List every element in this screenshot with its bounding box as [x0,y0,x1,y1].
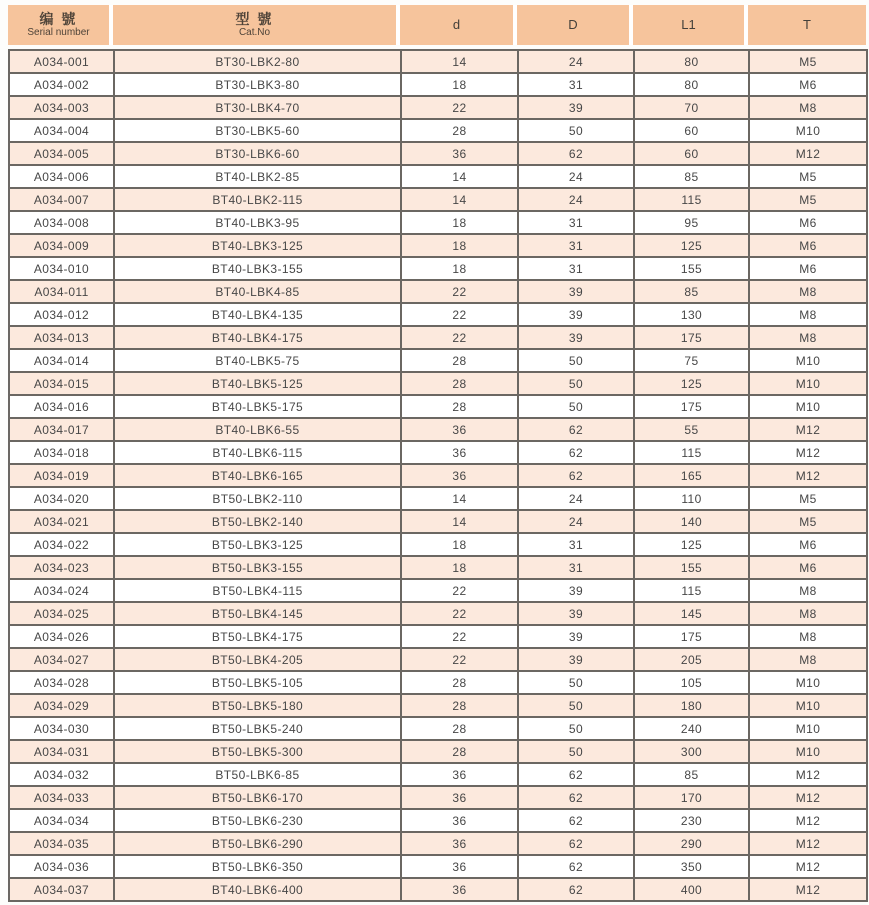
table-cell: M10 [749,740,867,763]
table-cell: 130 [634,303,749,326]
table-row [9,349,867,372]
table-cell: 125 [634,372,749,395]
table-cell: BT50-LBK5-300 [114,740,401,763]
table-cell: 50 [518,717,634,740]
table-cell: 39 [518,579,634,602]
table-row [9,832,867,855]
table-cell: 75 [634,349,749,372]
table-row [9,96,867,119]
table-cell: 39 [518,625,634,648]
table-cell: M12 [749,832,867,855]
table-cell: 22 [401,579,518,602]
table-cell: M10 [749,349,867,372]
table-cell: M8 [749,96,867,119]
table-cell: A034-017 [9,418,114,441]
table-cell: M12 [749,763,867,786]
table-cell: 36 [401,464,518,487]
table-cell: 62 [518,832,634,855]
table-cell: BT50-LBK5-180 [114,694,401,717]
table-cell: 50 [518,119,634,142]
table-cell: 50 [518,349,634,372]
table-cell: 18 [401,556,518,579]
table-cell: 110 [634,487,749,510]
table-cell: 39 [518,326,634,349]
table-cell: 165 [634,464,749,487]
table-cell: BT30-LBK6-60 [114,142,401,165]
table-cell: 22 [401,625,518,648]
table-cell: 22 [401,648,518,671]
table-row [9,809,867,832]
table-row [9,694,867,717]
table-cell: 36 [401,855,518,878]
spec-table [8,49,868,902]
table-cell: A034-014 [9,349,114,372]
table-cell: A034-027 [9,648,114,671]
table-row [9,556,867,579]
table-cell: A034-037 [9,878,114,901]
table-cell: 28 [401,694,518,717]
table-cell: BT50-LBK6-85 [114,763,401,786]
table-cell: M5 [749,510,867,533]
table-cell: A034-019 [9,464,114,487]
table-cell: BT30-LBK3-80 [114,73,401,96]
table-cell: 400 [634,878,749,901]
table-row [9,280,867,303]
table-cell: 62 [518,418,634,441]
table-cell: M12 [749,441,867,464]
table-cell: 39 [518,303,634,326]
serial-header-zh: 编 號 [39,11,78,27]
table-cell: M6 [749,556,867,579]
table-cell: M10 [749,395,867,418]
table-cell: 14 [401,165,518,188]
table-row [9,326,867,349]
table-cell: 39 [518,602,634,625]
table-row [9,257,867,280]
table-cell: A034-028 [9,671,114,694]
table-cell: 230 [634,809,749,832]
table-cell: BT40-LBK3-95 [114,211,401,234]
table-cell: 22 [401,602,518,625]
table-cell: M8 [749,602,867,625]
table-cell: 18 [401,211,518,234]
table-cell: BT30-LBK2-80 [114,50,401,73]
table-cell: A034-015 [9,372,114,395]
table-row [9,303,867,326]
table-cell: 50 [518,740,634,763]
table-cell: 50 [518,671,634,694]
table-cell: 36 [401,441,518,464]
table-row [9,717,867,740]
table-cell: M12 [749,142,867,165]
table-cell: BT50-LBK2-140 [114,510,401,533]
table-cell: 24 [518,50,634,73]
table-cell: M5 [749,487,867,510]
table-cell: M8 [749,326,867,349]
table-cell: A034-009 [9,234,114,257]
table-cell: BT40-LBK3-125 [114,234,401,257]
table-cell: M12 [749,809,867,832]
table-cell: BT50-LBK2-110 [114,487,401,510]
table-cell: A034-020 [9,487,114,510]
table-cell: A034-004 [9,119,114,142]
table-cell: 290 [634,832,749,855]
table-cell: BT50-LBK5-240 [114,717,401,740]
table-cell: 18 [401,533,518,556]
table-cell: 28 [401,671,518,694]
table-cell: A034-036 [9,855,114,878]
table-cell: 24 [518,510,634,533]
table-cell: 175 [634,326,749,349]
table-cell: 36 [401,809,518,832]
table-cell: 175 [634,395,749,418]
table-cell: 28 [401,349,518,372]
table-cell: A034-003 [9,96,114,119]
table-cell: 31 [518,257,634,280]
table-cell: 39 [518,648,634,671]
table-cell: A034-032 [9,763,114,786]
table-cell: BT40-LBK2-85 [114,165,401,188]
table-cell: BT50-LBK3-155 [114,556,401,579]
table-cell: M12 [749,878,867,901]
column-header-serial [8,5,113,45]
table-cell: M10 [749,119,867,142]
table-cell: 62 [518,441,634,464]
table-cell: 62 [518,809,634,832]
table-cell: BT40-LBK6-55 [114,418,401,441]
table-cell: 36 [401,832,518,855]
table-cell: BT50-LBK4-145 [114,602,401,625]
table-cell: A034-033 [9,786,114,809]
table-row [9,740,867,763]
table-cell: 36 [401,142,518,165]
table-cell: BT50-LBK6-290 [114,832,401,855]
table-cell: 55 [634,418,749,441]
table-cell: A034-018 [9,441,114,464]
table-cell: BT40-LBK6-400 [114,878,401,901]
table-cell: A034-035 [9,832,114,855]
table-cell: BT40-LBK5-125 [114,372,401,395]
table-row [9,165,867,188]
column-header-L1: L1 [633,5,748,45]
table-cell: 205 [634,648,749,671]
table-cell: 85 [634,165,749,188]
table-cell: 240 [634,717,749,740]
table-row [9,510,867,533]
table-cell: A034-010 [9,257,114,280]
table-cell: BT50-LBK3-125 [114,533,401,556]
table-body [9,50,867,901]
table-cell: A034-031 [9,740,114,763]
column-header-d: d [400,5,517,45]
table-cell: A034-026 [9,625,114,648]
table-cell: 36 [401,878,518,901]
table-cell: M5 [749,188,867,211]
table-cell: 62 [518,142,634,165]
table-cell: 18 [401,257,518,280]
table-cell: 28 [401,395,518,418]
table-row [9,786,867,809]
table-cell: A034-011 [9,280,114,303]
table-cell: 62 [518,855,634,878]
table-cell: BT50-LBK6-350 [114,855,401,878]
table-cell: 36 [401,763,518,786]
table-cell: A034-024 [9,579,114,602]
table-cell: 80 [634,73,749,96]
table-row [9,464,867,487]
table-row [9,234,867,257]
spec-table-header [8,5,866,45]
table-cell: BT40-LBK6-165 [114,464,401,487]
table-cell: M12 [749,418,867,441]
table-row [9,487,867,510]
table-cell: 95 [634,211,749,234]
table-cell: M5 [749,50,867,73]
table-cell: M10 [749,372,867,395]
table-cell: 31 [518,556,634,579]
table-cell: 125 [634,533,749,556]
table-row [9,142,867,165]
table-cell: M6 [749,211,867,234]
table-row [9,395,867,418]
table-cell: BT40-LBK2-115 [114,188,401,211]
table-cell: A034-002 [9,73,114,96]
table-cell: 14 [401,188,518,211]
table-row [9,73,867,96]
table-cell: M6 [749,257,867,280]
table-cell: BT40-LBK4-85 [114,280,401,303]
table-cell: BT50-LBK4-175 [114,625,401,648]
table-cell: 22 [401,96,518,119]
table-row [9,625,867,648]
table-cell: 18 [401,234,518,257]
table-cell: A034-029 [9,694,114,717]
table-cell: BT40-LBK3-155 [114,257,401,280]
table-cell: 175 [634,625,749,648]
table-cell: 18 [401,73,518,96]
table-row [9,579,867,602]
table-cell: 14 [401,487,518,510]
table-cell: BT40-LBK4-135 [114,303,401,326]
table-cell: 115 [634,188,749,211]
table-cell: 22 [401,303,518,326]
table-cell: 24 [518,165,634,188]
table-cell: 28 [401,717,518,740]
table-cell: BT50-LBK4-115 [114,579,401,602]
table-cell: 180 [634,694,749,717]
table-cell: M8 [749,625,867,648]
table-cell: 62 [518,464,634,487]
table-row [9,211,867,234]
table-cell: BT40-LBK5-75 [114,349,401,372]
column-header-model [113,5,400,45]
table-cell: 24 [518,487,634,510]
table-row [9,602,867,625]
table-row [9,441,867,464]
table-cell: 28 [401,372,518,395]
table-cell: 170 [634,786,749,809]
table-row [9,533,867,556]
table-row [9,372,867,395]
table-cell: 50 [518,372,634,395]
table-cell: 28 [401,740,518,763]
table-cell: A034-006 [9,165,114,188]
column-header-T: T [748,5,866,45]
table-cell: 22 [401,326,518,349]
table-cell: A034-022 [9,533,114,556]
table-cell: 62 [518,786,634,809]
table-cell: 145 [634,602,749,625]
table-cell: BT40-LBK6-115 [114,441,401,464]
table-cell: 31 [518,533,634,556]
table-cell: 155 [634,257,749,280]
table-cell: 85 [634,763,749,786]
table-cell: M5 [749,165,867,188]
table-cell: A034-023 [9,556,114,579]
column-header-D: D [517,5,633,45]
table-cell: M8 [749,303,867,326]
table-cell: 140 [634,510,749,533]
table-cell: 105 [634,671,749,694]
table-cell: 22 [401,280,518,303]
serial-header-en: Serial number [27,27,90,38]
table-cell: M6 [749,73,867,96]
table-cell: A034-013 [9,326,114,349]
table-cell: BT40-LBK5-175 [114,395,401,418]
table-cell: A034-025 [9,602,114,625]
table-cell: BT30-LBK5-60 [114,119,401,142]
table-cell: M6 [749,533,867,556]
table-cell: M12 [749,786,867,809]
table-cell: M8 [749,648,867,671]
model-header-en: Cat.No [238,27,271,38]
table-row [9,671,867,694]
table-cell: M10 [749,717,867,740]
table-cell: 300 [634,740,749,763]
table-cell: 80 [634,50,749,73]
table-row [9,418,867,441]
table-cell: M8 [749,579,867,602]
table-row [9,763,867,786]
table-cell: 125 [634,234,749,257]
table-row [9,648,867,671]
table-cell: M10 [749,671,867,694]
table-cell: BT40-LBK4-175 [114,326,401,349]
table-row [9,188,867,211]
table-cell: 31 [518,211,634,234]
table-cell: 14 [401,50,518,73]
table-cell: 39 [518,96,634,119]
table-row [9,119,867,142]
table-cell: A034-016 [9,395,114,418]
table-cell: BT30-LBK4-70 [114,96,401,119]
table-cell: 24 [518,188,634,211]
table-cell: 28 [401,119,518,142]
table-cell: 60 [634,119,749,142]
table-cell: 39 [518,280,634,303]
table-cell: A034-030 [9,717,114,740]
table-cell: 62 [518,878,634,901]
table-cell: 85 [634,280,749,303]
table-cell: 31 [518,73,634,96]
table-cell: 62 [518,763,634,786]
table-cell: 115 [634,441,749,464]
table-cell: 50 [518,694,634,717]
table-cell: M6 [749,234,867,257]
table-cell: 36 [401,418,518,441]
table-cell: BT50-LBK5-105 [114,671,401,694]
table-cell: 350 [634,855,749,878]
table-cell: 14 [401,510,518,533]
header-row [8,5,866,45]
table-cell: BT50-LBK4-205 [114,648,401,671]
table-cell: 115 [634,579,749,602]
table-cell: A034-007 [9,188,114,211]
table-row [9,878,867,901]
table-cell: 60 [634,142,749,165]
table-cell: BT50-LBK6-170 [114,786,401,809]
table-cell: M12 [749,464,867,487]
table-cell: BT50-LBK6-230 [114,809,401,832]
table-cell: 155 [634,556,749,579]
table-cell: M8 [749,280,867,303]
table-row [9,855,867,878]
table-row [9,50,867,73]
table-cell: 50 [518,395,634,418]
table-cell: M10 [749,694,867,717]
table-cell: 31 [518,234,634,257]
table-cell: A034-034 [9,809,114,832]
table-cell: A034-001 [9,50,114,73]
table-cell: A034-021 [9,510,114,533]
table-cell: A034-008 [9,211,114,234]
model-header-zh: 型 號 [235,11,274,27]
table-cell: A034-012 [9,303,114,326]
table-cell: A034-005 [9,142,114,165]
table-cell: M12 [749,855,867,878]
table-cell: 70 [634,96,749,119]
table-cell: 36 [401,786,518,809]
